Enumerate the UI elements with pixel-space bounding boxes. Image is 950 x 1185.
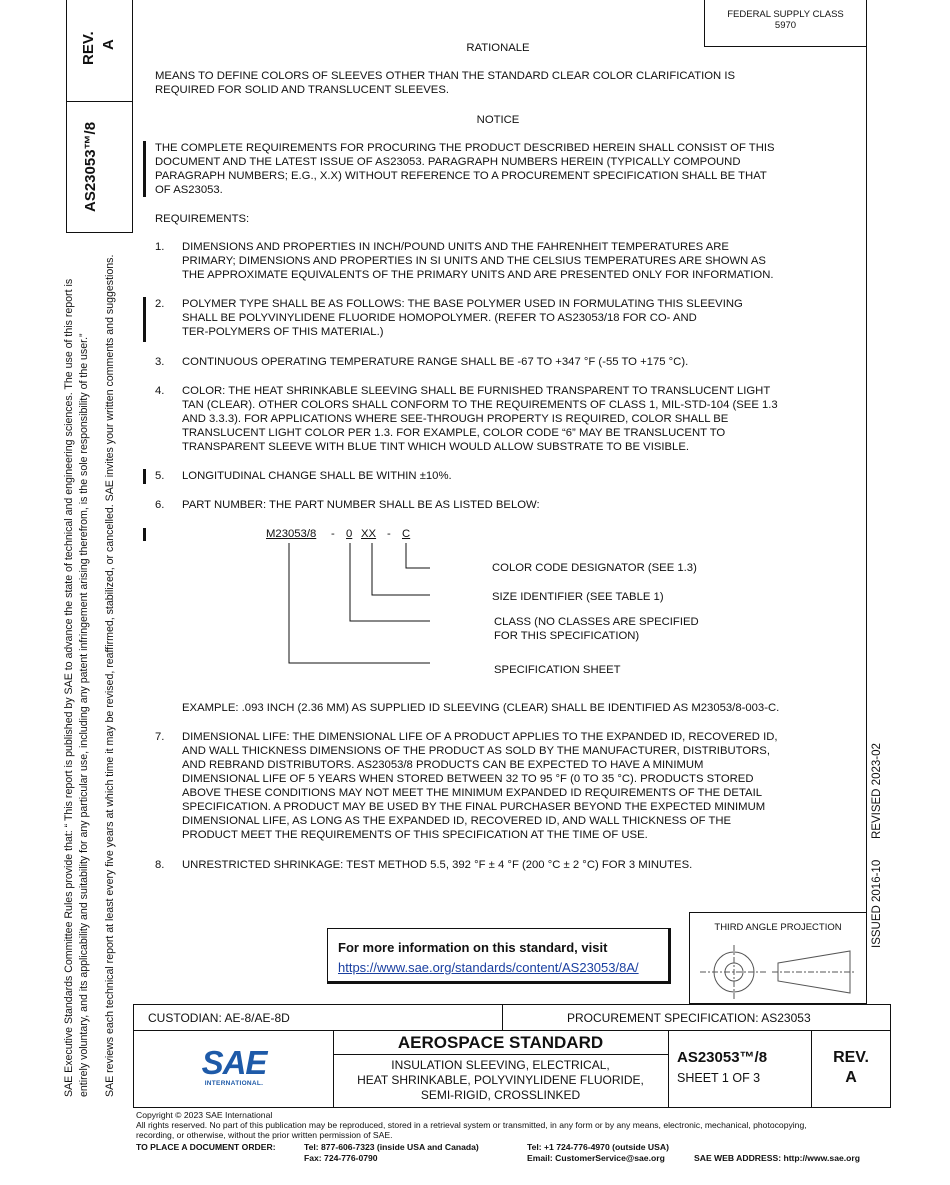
- item-number: 4.: [155, 385, 165, 397]
- left-column-bottom: [66, 232, 133, 233]
- info-box: [327, 928, 671, 984]
- left-column-divider: [66, 101, 133, 102]
- pn-label-size: SIZE IDENTIFIER (SEE TABLE 1): [492, 591, 664, 603]
- item-number: 3.: [155, 356, 165, 368]
- leader-color: [406, 543, 430, 568]
- item-line: UNRESTRICTED SHRINKAGE: TEST METHOD 5.5, 392 °F ± 4 °F (200 °C ± 2 °C) FOR 3 MINUTES.: [182, 859, 693, 871]
- pn-class-code: 0: [346, 528, 353, 540]
- leader-class: [350, 543, 430, 621]
- footer-rights: recording, or otherwise, without the prior written permission of SAE.: [136, 1130, 393, 1140]
- item-line: DIMENSIONS AND PROPERTIES IN INCH/POUND UNITS AND THE FAHRENHEIT TEMPERATURES ARE: [182, 241, 729, 253]
- item-line: DIMENSIONAL LIFE: THE DIMENSIONAL LIFE OF A PRODUCT APPLIES TO THE EXPANDED ID, RECOVERED ID,: [182, 731, 778, 743]
- change-bar: [143, 469, 146, 484]
- footer-contact-intl: [527, 1142, 669, 1164]
- side-disclaimer-line3: SAE reviews each technical report at least every five years at which time it may be revised, reaffirmed, stabilized, or cancelled. SAE invites your written comments and suggestions.: [104, 254, 116, 1097]
- sae-logo-text: SAE: [201, 1044, 267, 1081]
- fsc-box: [704, 0, 867, 47]
- notice-line: THE COMPLETE REQUIREMENTS FOR PROCURING THE PRODUCT DESCRIBED HEREIN SHALL CONSIST OF THIS: [155, 142, 775, 154]
- title-rev-value: A: [845, 1069, 857, 1086]
- projection-box: [689, 912, 867, 1004]
- footer-web[interactable]: SAE WEB ADDRESS: http://www.sae.org: [694, 1153, 860, 1163]
- item-line: POLYMER TYPE SHALL BE AS FOLLOWS: THE BASE POLYMER USED IN FORMULATING THIS SLEEVING: [182, 298, 743, 310]
- projection-label: THIRD ANGLE PROJECTION: [714, 922, 842, 933]
- item-line: THE APPROXIMATE EQUIVALENTS OF THE PRIMARY UNITS AND ARE PRESENTED ONLY FOR INFORMATION.: [182, 269, 774, 281]
- notice-line: OF AS23053.: [155, 184, 223, 196]
- notice-text: [155, 141, 855, 197]
- pn-label-color: COLOR CODE DESIGNATOR (SEE 1.3): [492, 562, 697, 574]
- item-line: TER-POLYMERS OF THIS MATERIAL.): [182, 326, 384, 338]
- pn-dash1: -: [331, 528, 335, 540]
- side-rev-value: A: [100, 39, 117, 50]
- projection-symbol: [690, 943, 866, 1003]
- title-line: HEAT SHRINKABLE, POLYVINYLIDENE FLUORIDE,: [357, 1073, 644, 1087]
- item-number: 1.: [155, 241, 165, 253]
- title-line: SEMI-RIGID, CROSSLINKED: [420, 1088, 581, 1102]
- fsc-value: 5970: [774, 20, 797, 31]
- item-number: 8.: [155, 859, 165, 871]
- notice-heading: NOTICE: [476, 114, 520, 126]
- item-line: AND 3.3.3). FOR APPLICATIONS WHERE SEE-THROUGH PROPERTY IS REQUIRED, COLOR SHALL BE: [182, 413, 729, 425]
- right-border: [866, 0, 867, 1004]
- change-bar: [143, 141, 146, 197]
- item-line: PRIMARY; DIMENSIONS AND PROPERTIES IN SI UNITS AND THE CELSIUS TEMPERATURES ARE SHOWN AS: [182, 255, 766, 267]
- sheet-number: SHEET 1 OF 3: [677, 1071, 761, 1085]
- pn-color-code: C: [402, 528, 411, 540]
- item-number: 2.: [155, 298, 165, 310]
- rationale-line: MEANS TO DEFINE COLORS OF SLEEVES OTHER THAN THE STANDARD CLEAR COLOR CLARIFICATION IS: [155, 70, 736, 82]
- title-block-sub-divider: [333, 1054, 668, 1055]
- title-doc-number: AS23053™/8: [677, 1049, 768, 1066]
- fsc-label: FEDERAL SUPPLY CLASS: [727, 9, 844, 20]
- requirements-heading: REQUIREMENTS:: [155, 213, 250, 225]
- item-line: PART NUMBER: THE PART NUMBER SHALL BE AS LISTED BELOW:: [182, 499, 540, 511]
- document-title: [333, 1058, 668, 1103]
- item-line: PRODUCT MEET THE REQUIREMENTS OF THIS SPECIFICATION AT THE TIME OF USE.: [182, 829, 648, 841]
- side-rev-label: REV.: [80, 31, 97, 65]
- item-line: ABOVE THESE CONDITIONS MAY NOT MEET THE MINIMUM EXPANDED ID REQUIREMENTS OF THE DETAIL: [182, 787, 762, 799]
- item-line: AND WALL THICKNESS DIMENSIONS OF THE PRODUCT AS SOLD BY THE MANUFACTURER, DISTRIBUTORS,: [182, 745, 770, 757]
- side-disclaimer-line1: SAE Executive Standards Committee Rules provide that: “ This report is published by SAE to advance the state of technical and engineering sciences. The use of this report is: [63, 278, 75, 1097]
- rationale-line: REQUIRED FOR SOLID AND TRANSLUCENT SLEEVES.: [155, 84, 449, 96]
- item-number: 5.: [155, 470, 165, 482]
- footer-copyright: Copyright © 2023 SAE International: [136, 1110, 273, 1120]
- item-line: LONGITUDINAL CHANGE SHALL BE WITHIN ±10%.: [182, 470, 452, 482]
- issued-date: ISSUED 2016-10: [871, 859, 883, 948]
- title-line: INSULATION SLEEVING, ELECTRICAL,: [391, 1058, 610, 1072]
- item-line: COLOR: THE HEAT SHRINKABLE SLEEVING SHALL BE FURNISHED TRANSPARENT TO TRANSLUCENT LIGHT: [182, 385, 771, 397]
- footer-rights: All rights reserved. No part of this publication may be reproduced, stored in a retrieval system or transmitted, in any form or by any means, electronic, mechanical, photocopying,: [136, 1120, 807, 1130]
- item-number: 7.: [155, 731, 165, 743]
- item-line: CONTINUOUS OPERATING TEMPERATURE RANGE SHALL BE -67 TO +347 °F (-55 TO +175 °C).: [182, 356, 689, 368]
- leader-spec: [289, 543, 430, 663]
- title-block-col-divider: [502, 1004, 503, 1031]
- change-bar: [143, 297, 146, 342]
- item-line: AND REBRAND DISTRIBUTORS. AS23053/8 PRODUCTS CAN BE EXPECTED TO HAVE A MINIMUM: [182, 759, 704, 771]
- pn-label-class: [494, 615, 699, 643]
- title-rev: [811, 1048, 891, 1088]
- item-line: DIMENSIONAL LIFE, AS LONG AS THE EXPANDED ID, RECOVERED ID, AND WALL THICKNESS OF THE: [182, 815, 732, 827]
- pn-label-spec: SPECIFICATION SHEET: [494, 664, 621, 676]
- revised-date: REVISED 2023-02: [871, 743, 883, 839]
- footer-email[interactable]: Email: CustomerService@sae.org: [527, 1153, 665, 1163]
- sae-logo-sub: INTERNATIONAL.: [204, 1080, 264, 1087]
- footer-contact-usa: [304, 1142, 479, 1164]
- item-line: TAN (CLEAR). OTHER COLORS SHALL CONFORM TO THE REQUIREMENTS OF CLASS 1, MIL-STD-104 (SEE 1.3: [182, 399, 778, 411]
- left-column-border: [66, 0, 67, 233]
- sae-logo: [198, 1046, 270, 1090]
- pn-label-class-line: CLASS (NO CLASSES ARE SPECIFIED: [494, 616, 699, 628]
- pn-label-class-line: FOR THIS SPECIFICATION): [494, 630, 640, 642]
- notice-line: PARAGRAPH NUMBERS; E.G., X.X) WITHOUT REFERENCE TO A PROCUREMENT SPECIFICATION SHALL BE THAT: [155, 170, 767, 182]
- side-disclaimer-line2: entirely voluntary, and its applicability and suitability for any particular use, including any patent infringement arising therefrom, is the sole responsibility of the user.”: [78, 333, 90, 1097]
- pn-base: M23053/8: [266, 528, 317, 540]
- item-line: SHALL BE POLYVINYLIDENE FLUORIDE HOMOPOLYMER. (REFER TO AS23053/18 FOR CO- AND: [182, 312, 697, 324]
- footer: [136, 1110, 896, 1140]
- item-number: 6.: [155, 499, 165, 511]
- side-doc-number: AS23053™/8: [82, 121, 99, 212]
- aerospace-standard: AEROSPACE STANDARD: [397, 1033, 604, 1052]
- example-text: EXAMPLE: .093 INCH (2.36 MM) AS SUPPLIED ID SLEEVING (CLEAR) SHALL BE IDENTIFIED AS M23053/8-003-C.: [182, 702, 780, 714]
- item-line: TRANSPARENT SLEEVE WITH BLUE TINT WHICH WOULD ALLOW SUBSTRATE TO BE VISIBLE.: [182, 441, 690, 453]
- footer-fax: Fax: 724-776-0790: [304, 1153, 378, 1163]
- custodian: CUSTODIAN: AE-8/AE-8D: [148, 1011, 290, 1025]
- title-rev-label: REV.: [833, 1049, 869, 1066]
- item-line: SPECIFICATION. A PRODUCT MAY BE USED BY THE FINAL PURCHASER BEYOND THE EXPECTED MINIMUM: [182, 801, 766, 813]
- rationale-heading: RATIONALE: [466, 42, 530, 54]
- change-bar: [143, 528, 146, 541]
- footer-tel: Tel: +1 724-776-4970 (outside USA): [527, 1142, 669, 1152]
- rationale-text: [155, 69, 855, 97]
- title-block-col-divider: [668, 1030, 669, 1108]
- pn-size-code: XX: [361, 528, 377, 540]
- leader-size: [372, 543, 430, 595]
- info-link[interactable]: https://www.sae.org/standards/content/AS23053/8A/: [338, 960, 639, 975]
- footer-order-label: TO PLACE A DOCUMENT ORDER:: [136, 1142, 276, 1152]
- left-column-border-right: [132, 0, 133, 233]
- notice-line: DOCUMENT AND THE LATEST ISSUE OF AS23053. PARAGRAPH NUMBERS HEREIN (TYPICALLY COMPOUND: [155, 156, 741, 168]
- info-text: For more information on this standard, visit: [338, 940, 608, 955]
- title-block-row-divider: [133, 1030, 891, 1031]
- pn-dash2: -: [387, 528, 391, 540]
- pn-leader-lines: [280, 540, 440, 670]
- item-line: DIMENSIONAL LIFE OF 5 YEARS WHEN STORED BETWEEN 32 TO 95 °F (0 TO 35 °C). PRODUCTS STORED: [182, 773, 754, 785]
- item-line: TRANSLUCENT LIGHT COLOR PER 1.3. FOR EXAMPLE, COLOR CODE “6” MAY BE TRANSLUCENT TO: [182, 427, 726, 439]
- footer-tel: Tel: 877-606-7323 (inside USA and Canada): [304, 1142, 479, 1152]
- procurement-spec: PROCUREMENT SPECIFICATION: AS23053: [567, 1011, 811, 1025]
